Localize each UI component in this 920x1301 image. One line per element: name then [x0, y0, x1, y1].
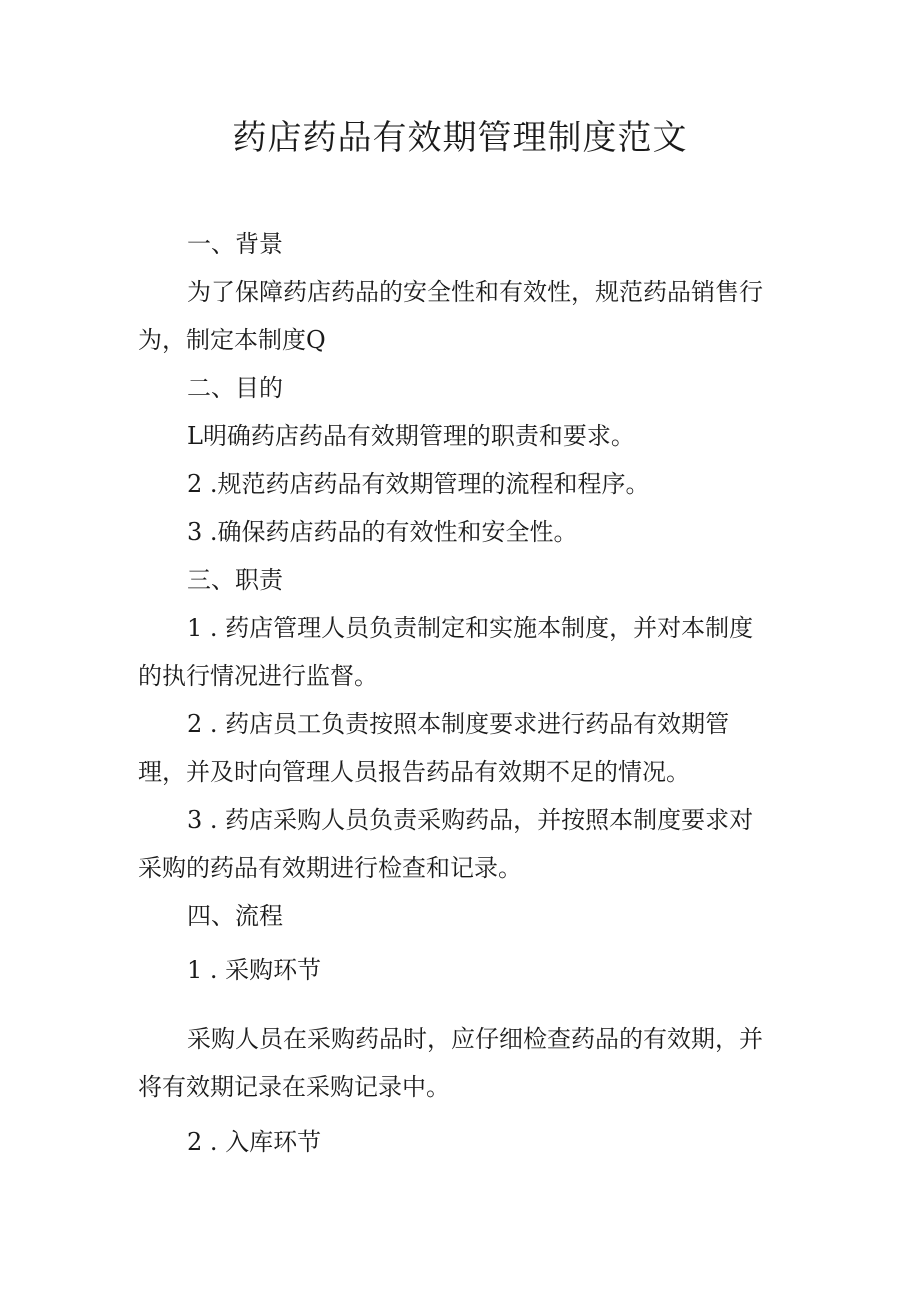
document-title: 药店药品有效期管理制度范文 [232, 118, 688, 158]
purpose-item-1: L明确药店药品有效期管理的职责和要求。 [187, 422, 635, 450]
paragraph-background-line-2: 为，制定本制度Q [138, 326, 326, 354]
process-step-2-heading: 2 . 入库环节 [187, 1128, 322, 1156]
process-step-1-heading: 1 . 采购环节 [187, 956, 322, 984]
section-heading-responsibilities: 三、职责 [187, 566, 283, 594]
section-heading-background: 一、背景 [187, 230, 283, 258]
responsibility-1-line-2: 的执行情况进行监督。 [138, 662, 378, 690]
purpose-item-2: 2 .规范药店药品有效期管理的流程和程序。 [187, 470, 650, 498]
process-step-1-text-line-2: 将有效期记录在采购记录中。 [138, 1073, 450, 1101]
section-heading-purpose: 二、目的 [187, 374, 283, 402]
responsibility-2-line-1: 2 . 药店员工负责按照本制度要求进行药品有效期管 [187, 710, 730, 738]
process-step-1-text-line-1: 采购人员在采购药品时，应仔细检查药品的有效期，并 [187, 1025, 763, 1053]
section-heading-process: 四、流程 [187, 902, 283, 930]
purpose-item-3: 3 .确保药店药品的有效性和安全性。 [187, 518, 578, 546]
paragraph-background-line-1: 为了保障药店药品的安全性和有效性，规范药品销售行 [187, 278, 763, 306]
responsibility-1-line-1: 1 . 药店管理人员负责制定和实施本制度，并对本制度 [187, 614, 754, 642]
responsibility-3-line-1: 3 . 药店采购人员负责采购药品，并按照本制度要求对 [187, 806, 754, 834]
responsibility-2-line-2: 理，并及时向管理人员报告药品有效期不足的情况。 [138, 758, 690, 786]
responsibility-3-line-2: 采购的药品有效期进行检查和记录。 [138, 854, 522, 882]
